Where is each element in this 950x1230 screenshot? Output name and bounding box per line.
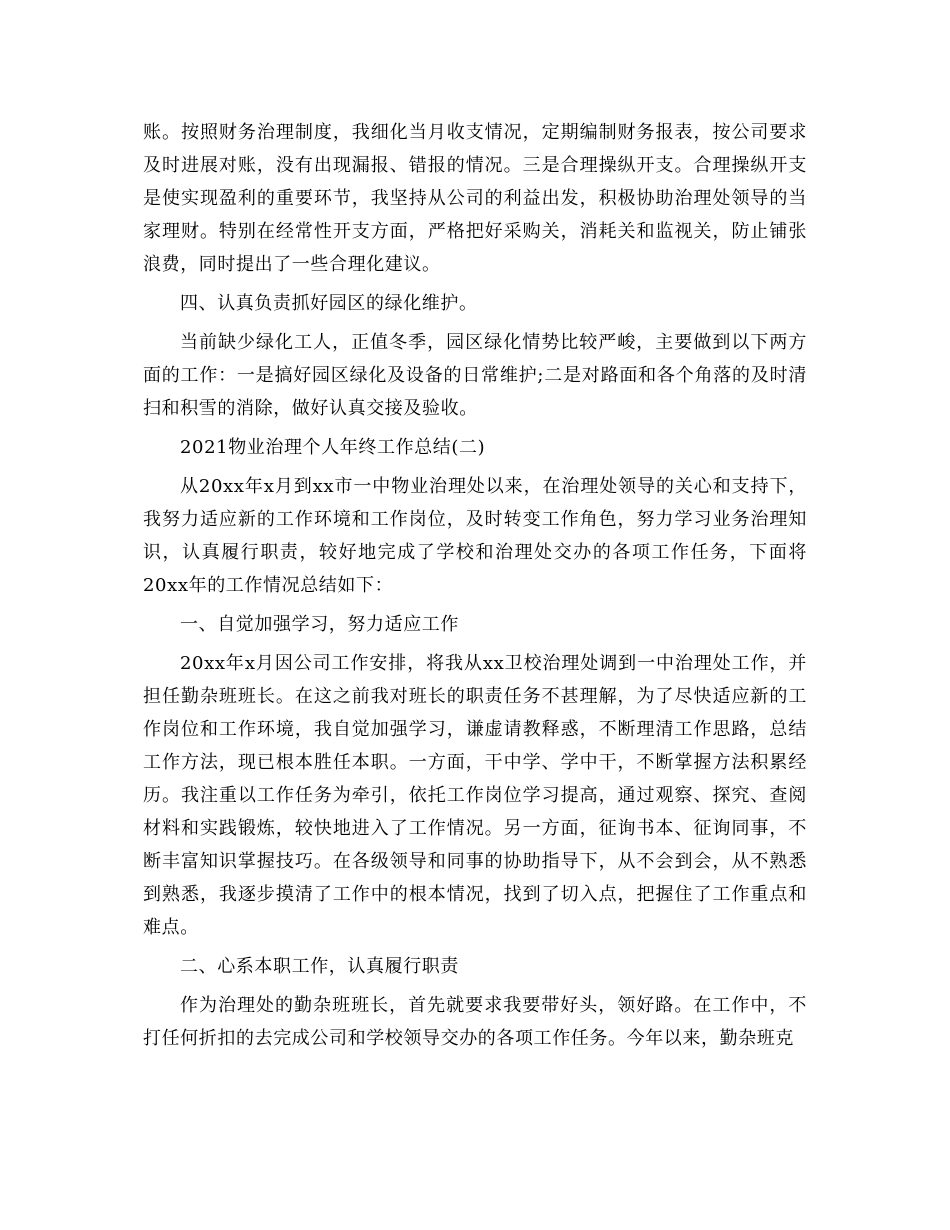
paragraph-study: 20xx年x月因公司工作安排，将我从xx卫校治理处调到一中治理处工作，并担任勤杂班班长。在这之前我对班长的职责任务不甚理解，为了尽快适应新的工作岗位和工作环境，我自觉加强学习，谦虚请教释惑，不断理清工作思路，总结工作方法，现已根本胜任本职。一方面，干中学、学中干，不断掌握方法积累经历。我注重以工作任务为牵引，依托工作岗位学习提高，通过观察、探究、查阅材料和实践锻炼，较快地进入了工作情况。另一方面，征询书本、征询同事，不断丰富知识掌握技巧。在各级领导和同事的协助指导下，从不会到会，从不熟悉到熟悉，我逐步摸清了工作中的根本情况，找到了切入点，把握住了工作重点和难点。 bbox=[143, 653, 807, 938]
heading-greening-maintenance: 四、认真负责抓好园区的绿化维护。 bbox=[180, 293, 478, 314]
paragraph-greening-work: 当前缺少绿化工人，正值冬季，园区绿化情势比较严峻，主要做到以下两方面的工作：一是搞好园区绿化及设备的日常维护;二是对路面和各个角落的及时清扫和积雪的消除，做好认真交接及验收。 bbox=[143, 332, 807, 419]
paragraph-duties: 作为治理处的勤杂班班长，首先就要求我要带好头，领好路。在工作中，不打任何折扣的去完成公司和学校领导交办的各项工作任务。今年以来，勤杂班克 bbox=[143, 995, 807, 1049]
heading-duties: 二、心系本职工作，认真履行职责 bbox=[180, 956, 459, 977]
section-title-summary-2: 2021物业治理个人年终工作总结(二) bbox=[180, 437, 486, 458]
paragraph-finance-control: 账。按照财务治理制度，我细化当月收支情况，定期编制财务报表，按公司要求及时进展对账，没有出现漏报、错报的情况。三是合理操纵开支。合理操纵开支是使实现盈利的重要环节，我坚持从公司的利益出发，积极协助治理处领导的当家理财。特别在经常性开支方面，严格把好采购关，消耗关和监视关，防止铺张浪费，同时提出了一些合理化建议。 bbox=[143, 122, 807, 275]
heading-study: 一、自觉加强学习，努力适应工作 bbox=[180, 614, 459, 635]
document-page bbox=[143, 116, 807, 1061]
paragraph-intro: 从20xx年x月到xx市一中物业治理处以来，在治理处领导的关心和支持下，我努力适应新的工作环境和工作岗位，及时转变工作角色，努力学习业务治理知识，认真履行职责，较好地完成了学校和治理处交办的各项工作任务，下面将20xx年的工作情况总结如下： bbox=[143, 476, 807, 596]
